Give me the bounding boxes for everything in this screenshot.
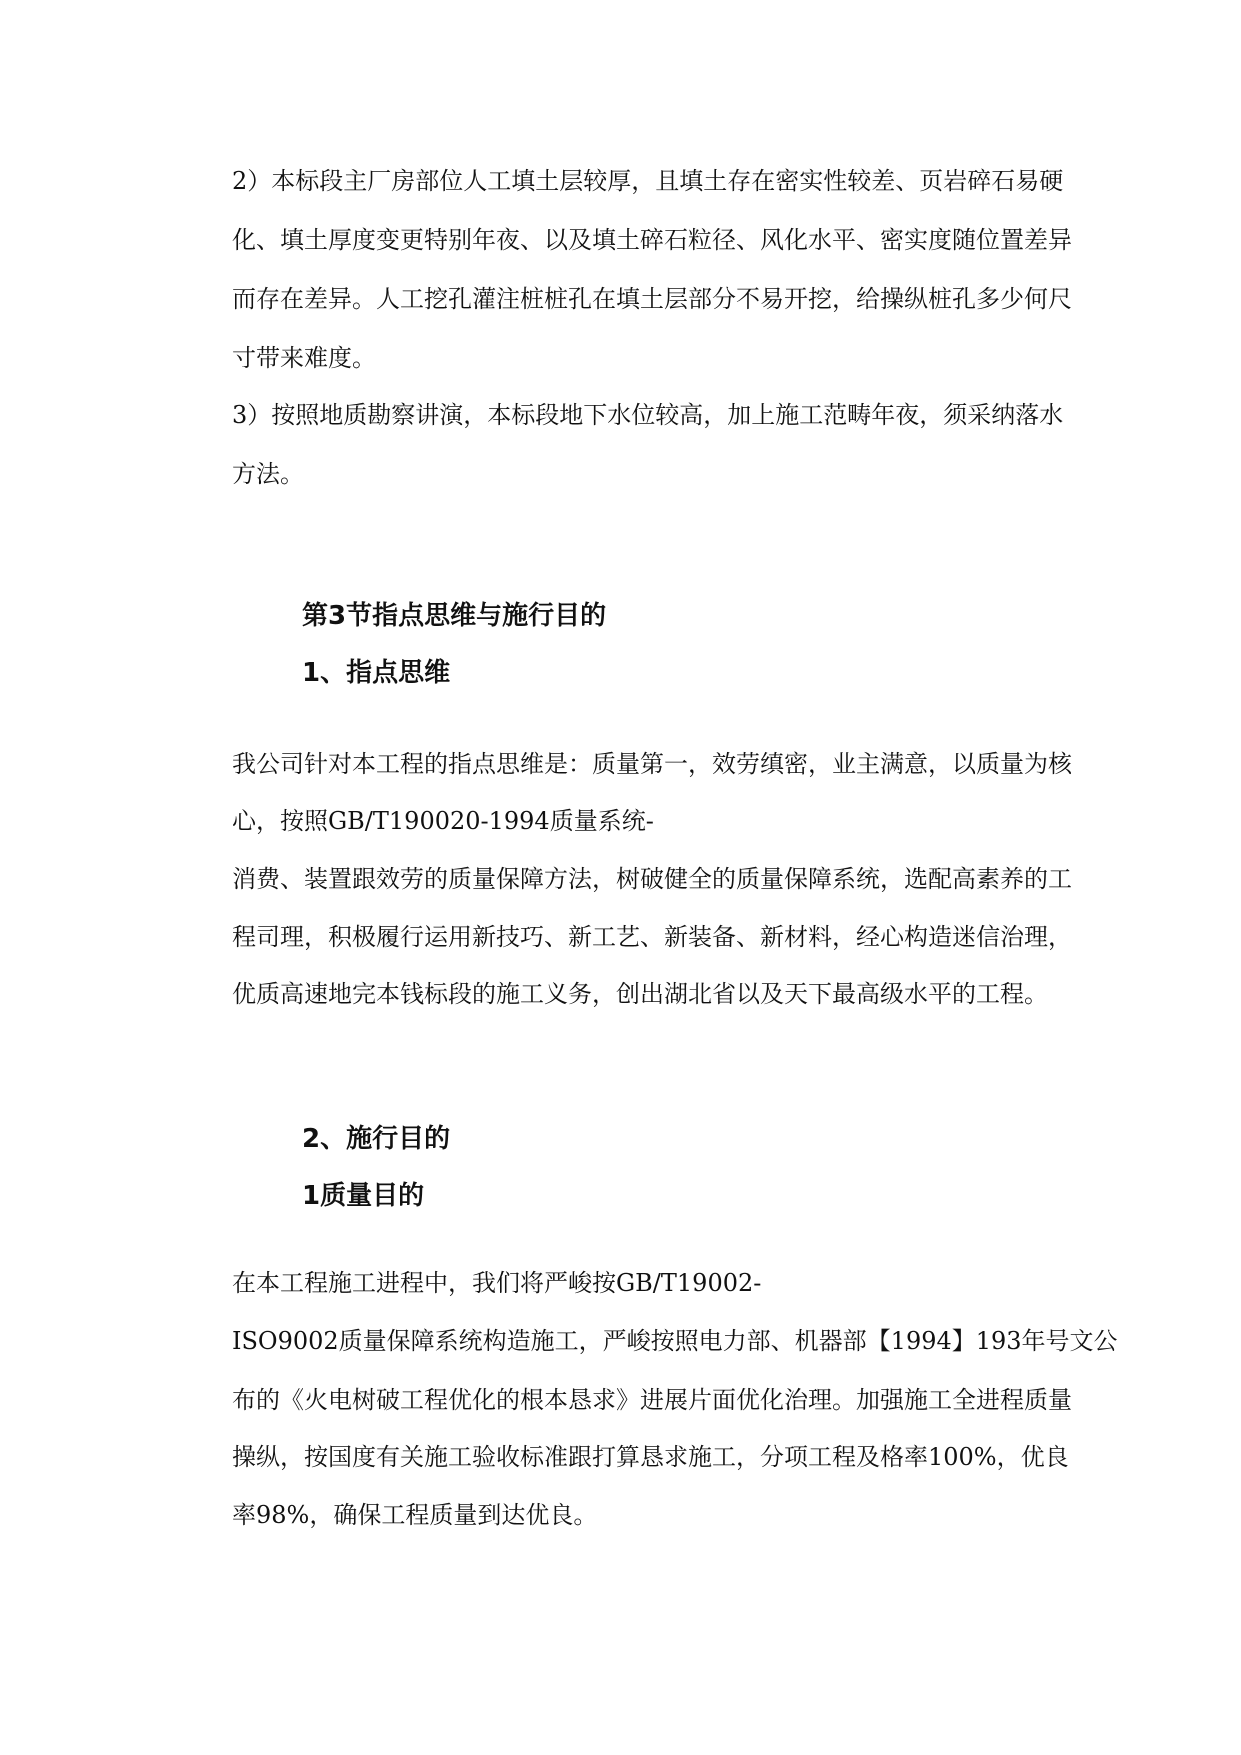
quality-line-3: 布的《火电树破工程优化的根本恳求》进展片面优化治理。加强施工全进程质量 [232, 1386, 1072, 1414]
intro-line-1: 2）本标段主厂房部位人工填土层较厚，且填土存在密实性较差、页岩碎石易硬 [232, 167, 1064, 195]
intro-line-6: 方法。 [232, 460, 304, 488]
intro-line-2: 化、填土厚度变更特别年夜、以及填土碎石粒径、风化水平、密实度随位置差异 [232, 226, 1072, 254]
intro-line-5: 3）按照地质勘察讲演，本标段地下水位较高，加上施工范畴年夜，须采纳落水 [232, 401, 1064, 429]
quality-line-4: 操纵，按国度有关施工验收标准跟打算恳求施工，分项工程及格率100%，优良 [232, 1443, 1069, 1471]
guiding-line-2: 心，按照GB/T190020-1994质量系统- [232, 807, 654, 835]
guiding-line-1: 我公司针对本工程的指点思维是：质量第一，效劳缜密，业主满意，以质量为核 [232, 750, 1072, 778]
quality-goal-heading: 1质量目的 [302, 1181, 425, 1211]
quality-line-2: ISO9002质量保障系统构造施工，严峻按照电力部、机器部【1994】193年号文公 [232, 1327, 1118, 1355]
guiding-line-3: 消费、装置跟效劳的质量保障方法，树破健全的质量保障系统，选配高素养的工 [232, 865, 1072, 893]
guiding-line-4: 程司理，积极履行运用新技巧、新工艺、新装备、新材料，经心构造迷信治理， [232, 923, 1072, 951]
quality-line-5: 率98%，确保工程质量到达优良。 [232, 1501, 598, 1529]
quality-line-1: 在本工程施工进程中，我们将严峻按GB/T19002- [232, 1269, 762, 1297]
intro-line-4: 寸带来难度。 [232, 344, 376, 372]
guiding-thought-heading: 1、指点思维 [302, 658, 451, 688]
section-3-heading: 第3节指点思维与施行目的 [302, 601, 607, 631]
goals-heading: 2、施行目的 [302, 1124, 451, 1154]
intro-line-3: 而存在差异。人工挖孔灌注桩桩孔在填土层部分不易开挖，给操纵桩孔多少何尺 [232, 285, 1072, 313]
guiding-line-5: 优质高速地完本钱标段的施工义务，创出湖北省以及天下最高级水平的工程。 [232, 980, 1048, 1008]
